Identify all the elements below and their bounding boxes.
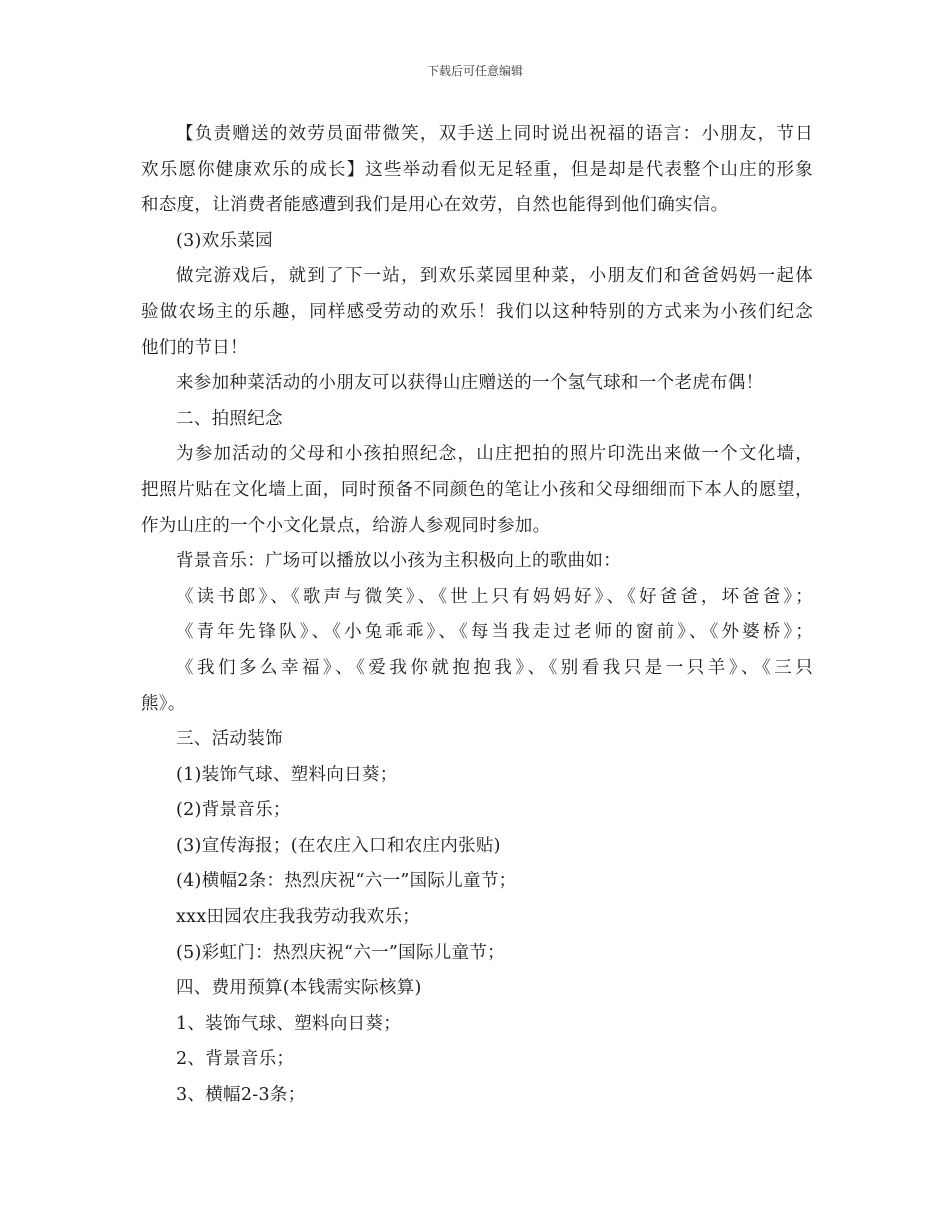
text-line: (1)装饰气球、塑料向日葵； xyxy=(176,764,398,785)
text-line: 三、活动装饰 xyxy=(176,729,283,750)
text-line: (3)宣传海报；(在农庄入口和农庄内张贴) xyxy=(176,835,501,856)
text-line: 欢乐愿你健康欢乐的成长】这些举动看似无足轻重，但是却是代表整个山庄的形象 xyxy=(141,159,813,180)
text-line: 作为山庄的一个小文化景点，给游人参观同时参加。 xyxy=(141,515,551,536)
text-line: (5)彩虹门：热烈庆祝“六一”国际儿童节； xyxy=(176,942,505,963)
text-line: 验做农场主的乐趣，同样感受劳动的欢乐！我们以这种特别的方式来为小孩们纪念 xyxy=(141,301,813,322)
text-line: 《读书郎》、《歌声与微笑》、《世上只有妈妈好》、《好爸爸，坏爸爸》； xyxy=(176,586,813,607)
text-line: 3、横幅2-3条； xyxy=(176,1085,306,1106)
text-line: 熊》。 xyxy=(141,693,186,714)
text-line: 把照片贴在文化墙上面，同时预备不同颜色的笔让小孩和父母细细而下本人的愿望， xyxy=(141,479,813,500)
text-line: 背景音乐：广场可以播放以小孩为主积极向上的歌曲如： xyxy=(176,551,621,572)
text-line: 来参加种菜活动的小朋友可以获得山庄赠送的一个氢气球和一个老虎布偶！ xyxy=(176,373,764,394)
text-line: 《我们多么幸福》、《爱我你就抱抱我》、《别看我只是一只羊》、《三只 xyxy=(176,657,813,678)
text-line: 1、装饰气球、塑料向日葵； xyxy=(176,1013,402,1034)
text-line: (4)横幅2条：热烈庆祝“六一”国际儿童节； xyxy=(176,871,517,892)
text-line: (3)欢乐菜园 xyxy=(176,230,273,251)
text-line: 他们的节日！ xyxy=(141,337,248,358)
text-line: 《青年先锋队》、《小兔乖乖》、《每当我走过老师的窗前》、《外婆桥》； xyxy=(176,622,813,643)
text-line: xxx田园农庄我我劳动我欢乐； xyxy=(176,907,421,928)
text-line: 为参加活动的父母和小孩拍照纪念，山庄把拍的照片印洗出来做一个文化墙， xyxy=(176,444,813,465)
text-line: 【负责赠送的效劳员面带微笑，双手送上同时说出祝福的语言：小朋友，节日 xyxy=(176,124,813,144)
text-line: 2、背景音乐； xyxy=(176,1049,295,1070)
text-line: 四、费用预算(本钱需实际核算) xyxy=(176,978,422,999)
text-line: 二、拍照纪念 xyxy=(176,408,283,429)
page-header: 下载后可任意编辑 xyxy=(426,64,523,78)
text-line: 做完游戏后，就到了下一站，到欢乐菜园里种菜，小朋友们和爸爸妈妈一起体 xyxy=(176,266,813,287)
text-line: 和态度，让消费者能感遭到我们是用心在效劳，自然也能得到他们确实信。 xyxy=(141,195,729,216)
text-line: (2)背景音乐； xyxy=(176,800,291,821)
document-body xyxy=(141,117,813,1114)
